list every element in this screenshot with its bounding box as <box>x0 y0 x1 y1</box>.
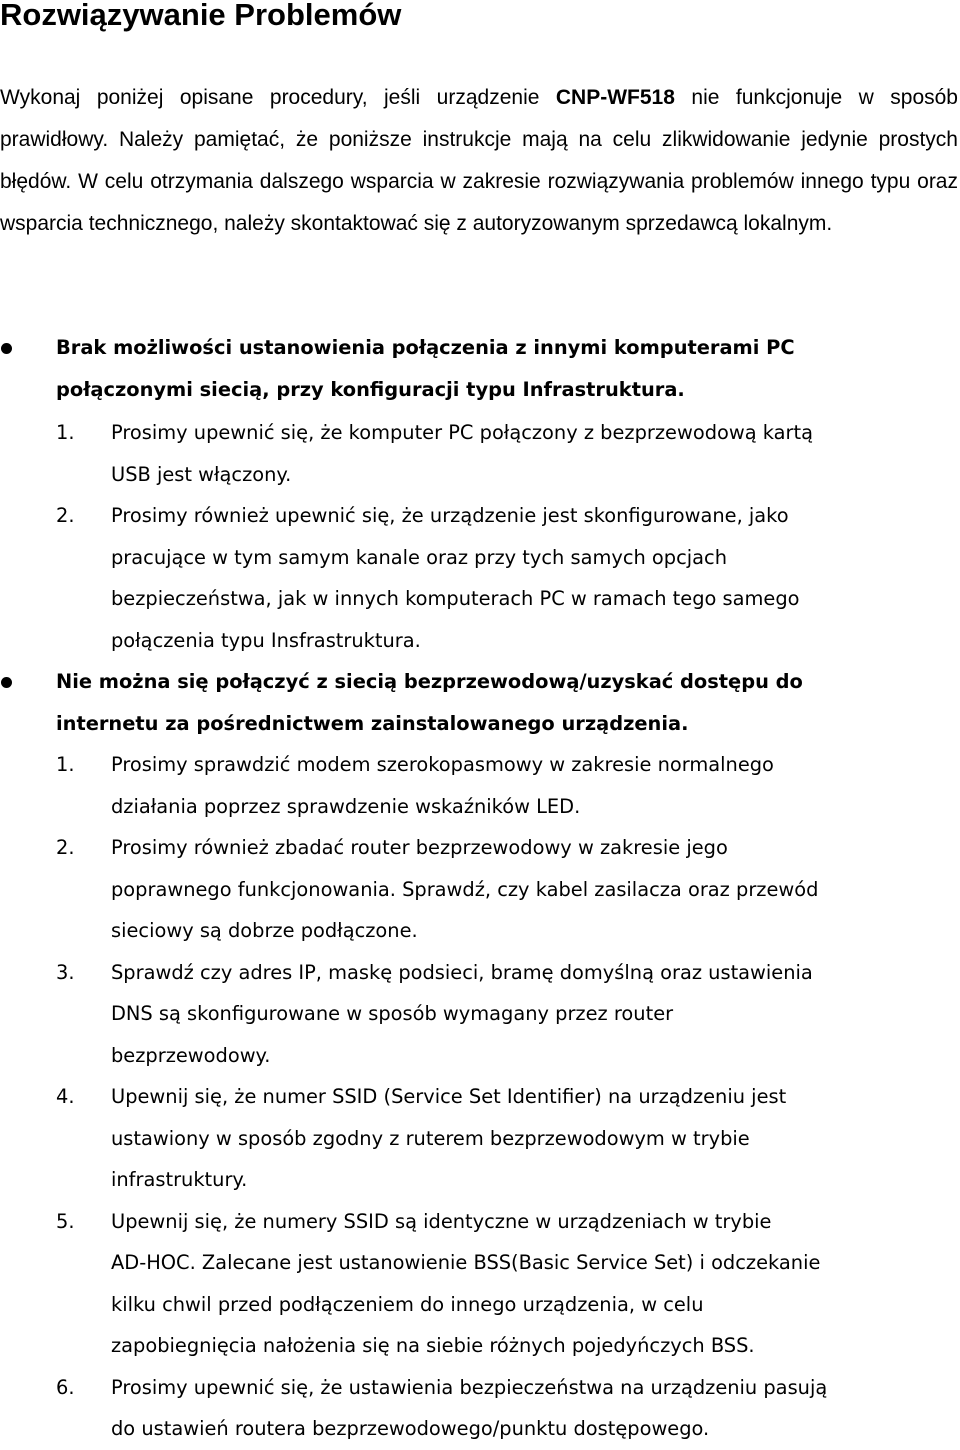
section-heading-line: internetu za pośrednictwem zainstalowanego urządzenia. <box>56 712 689 735</box>
step-line: do ustawień routera bezprzewodowego/punktu dostępowego. <box>111 1417 710 1440</box>
step-text <box>111 952 960 1077</box>
intro-text-start: Wykonaj poniżej opisane procedury, jeśli urządzenie <box>0 86 556 109</box>
list-item <box>0 1201 960 1367</box>
intro-paragraph <box>0 77 958 245</box>
list-item <box>0 744 960 827</box>
steps-list <box>0 412 960 661</box>
step-line: DNS są skonfigurowane w sposób wymagany przez router <box>111 1002 674 1025</box>
step-line: ustawiony w sposób zgodny z ruterem bezprzewodowym w trybie <box>111 1126 750 1150</box>
step-line: Prosimy również zbadać router bezprzewodowy w zakresie jego <box>111 836 728 859</box>
step-text <box>111 495 960 661</box>
step-text <box>111 827 960 952</box>
step-number: 6. <box>56 1375 75 1399</box>
section-heading-line: Brak możliwości ustanowienia połączenia z innymi komputerami PC <box>56 336 795 359</box>
step-number: 5. <box>56 1209 75 1233</box>
step-line: Sprawdź czy adres IP, maskę podsieci, bramę domyślną oraz ustawienia <box>111 960 813 984</box>
step-number: 2. <box>56 504 75 527</box>
step-text <box>111 1201 960 1367</box>
step-line: kilku chwil przed podłączeniem do innego urządzenia, w celu <box>111 1292 704 1316</box>
step-line: USB jest włączony. <box>111 462 292 486</box>
step-line: pracujące w tym samym kanale oraz przy tych samych opcjach <box>111 545 727 569</box>
step-text <box>111 412 960 495</box>
step-line: Upewnij się, że numer SSID (Service Set Identifier) na urządzeniu jest <box>111 1085 787 1108</box>
step-text <box>111 1367 960 1450</box>
bullet-icon <box>1 677 12 688</box>
list-item <box>0 1367 960 1450</box>
step-line: bezprzewodowy. <box>111 1043 271 1067</box>
step-line: poprawnego funkcjonowania. Sprawdź, czy kabel zasilacza oraz przewód <box>111 877 819 901</box>
step-text <box>111 744 960 827</box>
section-heading <box>56 327 956 411</box>
step-number: 2. <box>56 836 75 859</box>
page-title: Rozwiązywanie Problemów <box>0 0 402 32</box>
list-item <box>0 495 960 661</box>
step-line: połączenia typu Insfrastruktura. <box>111 628 421 652</box>
step-line: Prosimy upewnić się, że komputer PC połączony z bezprzewodową kartą <box>111 421 814 444</box>
step-number: 3. <box>56 960 75 984</box>
step-line: Prosimy również upewnić się, że urządzenie jest skonfigurowane, jako <box>111 504 789 527</box>
step-line: AD-HOC. Zalecane jest ustanowienie BSS(Basic Service Set) i odczekanie <box>111 1251 821 1274</box>
step-line: sieciowy są dobrze podłączone. <box>111 919 418 942</box>
step-number: 4. <box>56 1085 75 1108</box>
section-heading-line: połączonymi siecią, przy konfiguracji typu Infrastruktura. <box>56 378 685 401</box>
list-item <box>0 412 960 495</box>
step-number: 1. <box>56 753 75 776</box>
device-model: CNP-WF518 <box>555 86 675 109</box>
steps-list <box>0 744 960 1450</box>
list-item <box>0 952 960 1077</box>
list-item <box>0 1076 960 1201</box>
step-line: Upewnij się, że numery SSID są identyczne w urządzeniach w trybie <box>111 1209 772 1233</box>
step-number: 1. <box>56 421 75 444</box>
step-line: działania poprzez sprawdzenie wskaźników LED. <box>111 794 581 818</box>
step-line: Prosimy sprawdzić modem szerokopasmowy w zakresie normalnego <box>111 753 774 776</box>
list-item <box>0 827 960 952</box>
step-line: zapobiegnięcia nałożenia się na siebie różnych pojedyńczych BSS. <box>111 1334 755 1357</box>
section-heading-line: Nie można się połączyć z siecią bezprzewodową/uzyskać dostępu do <box>56 670 803 693</box>
step-line: Prosimy upewnić się, że ustawienia bezpieczeństwa na urządzeniu pasują <box>111 1375 828 1399</box>
step-line: infrastruktury. <box>111 1168 248 1191</box>
section-heading <box>56 661 956 745</box>
intro-text-rest: nie funkcjonuje w sposób prawidłowy. Należy pamiętać, że poniższe instrukcje mają na celu zlikwidowanie jedynie prostych błędów. W celu otrzymania dalszego wsparcia w zakresie rozwiązywania problemów innego typu oraz wsparcia technicznego, należy skontaktować się z autoryzowanym sprzedawcą lokalnym. <box>0 86 958 235</box>
bullet-icon <box>1 343 12 354</box>
step-line: bezpieczeństwa, jak w innych komputerach PC w ramach tego samego <box>111 587 800 610</box>
step-text <box>111 1076 960 1201</box>
